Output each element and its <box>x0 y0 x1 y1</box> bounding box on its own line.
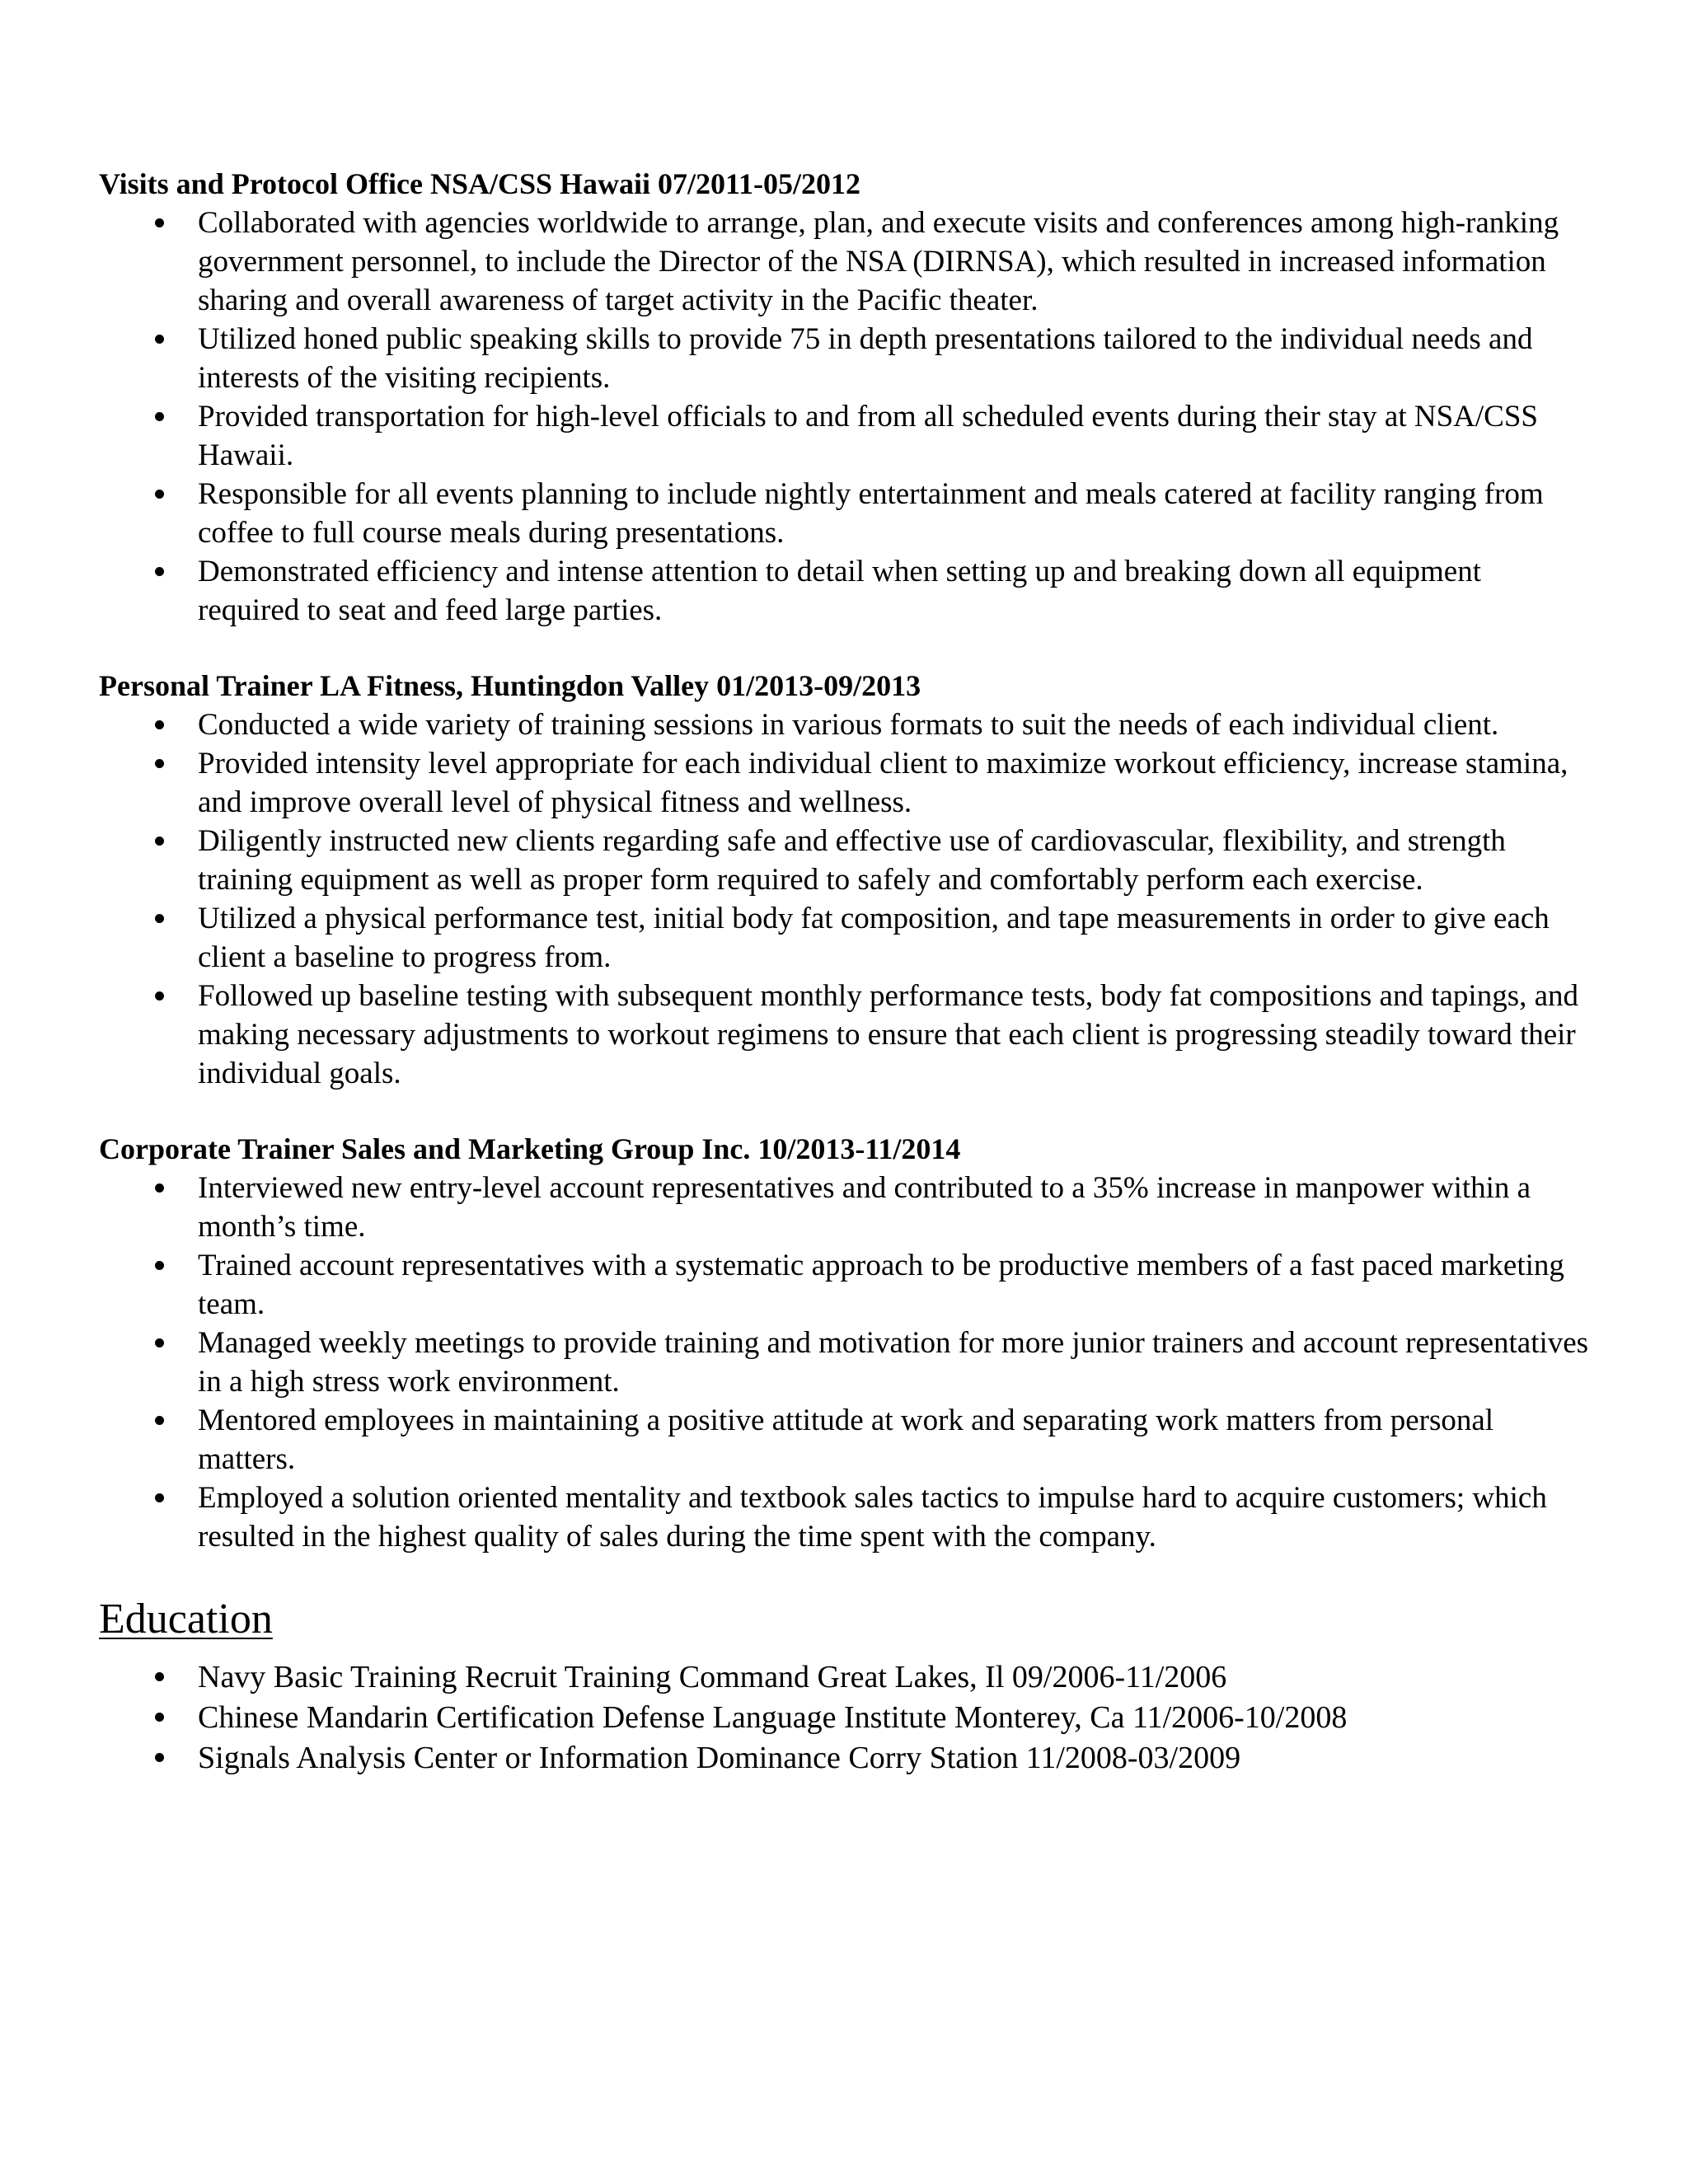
bullet-text: Interviewed new entry-level account representatives and contributed to a 35% increase in manpower within a month’s time. <box>198 1171 1531 1244</box>
bullet-icon <box>155 1338 164 1347</box>
bullet-item <box>99 1246 1589 1324</box>
bullet-item <box>99 320 1589 397</box>
bullet-text: Utilized honed public speaking skills to provide 75 in depth presentations tailored to the individual needs and interests of the visiting recipients. <box>198 322 1533 395</box>
job-bullet-list <box>99 204 1589 630</box>
bullet-icon <box>155 720 164 729</box>
bullet-icon <box>155 490 164 499</box>
bullet-icon <box>155 914 164 923</box>
bullet-text: Demonstrated efficiency and intense attention to detail when setting up and breaking down all equipment required to seat and feed large parties. <box>198 555 1481 627</box>
bullet-text: Utilized a physical performance test, initial body fat composition, and tape measurements in order to give each client a baseline to progress from. <box>198 902 1550 974</box>
bullet-item <box>99 977 1589 1093</box>
bullet-text: Provided transportation for high-level officials to and from all scheduled events during their stay at NSA/CSS Hawaii. <box>198 400 1538 472</box>
job-entry-corporate-trainer <box>99 1130 1589 1556</box>
education-item <box>99 1698 1589 1738</box>
bullet-icon <box>155 1713 164 1722</box>
bullet-icon <box>155 837 164 846</box>
bullet-item <box>99 552 1589 630</box>
bullet-icon <box>155 1753 164 1762</box>
bullet-icon <box>155 1416 164 1425</box>
bullet-item <box>99 1169 1589 1246</box>
job-bullet-list <box>99 705 1589 1093</box>
education-text: Signals Analysis Center or Information Dominance Corry Station 11/2008-03/2009 <box>198 1741 1241 1775</box>
bullet-text: Provided intensity level appropriate for each individual client to maximize workout efficiency, increase stamina, and improve overall level of physical fitness and wellness. <box>198 747 1568 819</box>
education-text: Navy Basic Training Recruit Training Command Great Lakes, Il 09/2006-11/2006 <box>198 1660 1227 1694</box>
bullet-icon <box>155 759 164 768</box>
bullet-icon <box>155 412 164 421</box>
bullet-text: Followed up baseline testing with subsequent monthly performance tests, body fat compositions and tapings, and making necessary adjustments to workout regimens to ensure that each client is progressing steadily toward their individual goals. <box>198 979 1579 1090</box>
bullet-text: Employed a solution oriented mentality and textbook sales tactics to impulse hard to acquire customers; which resulted in the highest quality of sales during the time spent with the company. <box>198 1481 1547 1554</box>
bullet-item <box>99 1324 1589 1401</box>
job-bullet-list <box>99 1169 1589 1556</box>
bullet-text: Trained account representatives with a systematic approach to be productive members of a fast paced marketing team. <box>198 1249 1564 1321</box>
education-item <box>99 1657 1589 1698</box>
education-section <box>99 1593 1589 1779</box>
bullet-icon <box>155 567 164 576</box>
job-entry-personal-trainer <box>99 667 1589 1093</box>
bullet-item <box>99 397 1589 475</box>
job-title: Personal Trainer LA Fitness, Huntingdon Valley 01/2013-09/2013 <box>99 669 921 702</box>
bullet-item <box>99 1401 1589 1479</box>
bullet-icon <box>155 335 164 344</box>
bullet-icon <box>155 1261 164 1270</box>
bullet-item <box>99 475 1589 552</box>
bullet-text: Responsible for all events planning to include nightly entertainment and meals catered at facility ranging from coffee to full course meals during presentations. <box>198 477 1544 550</box>
bullet-text: Diligently instructed new clients regarding safe and effective use of cardiovascular, flexibility, and strength training equipment as well as proper form required to safely and comfortably perform each exercise. <box>198 824 1506 897</box>
education-list <box>99 1657 1589 1779</box>
bullet-item <box>99 744 1589 822</box>
bullet-text: Mentored employees in maintaining a positive attitude at work and separating work matters from personal matters. <box>198 1404 1494 1476</box>
job-title: Corporate Trainer Sales and Marketing Group Inc. 10/2013-11/2014 <box>99 1132 961 1165</box>
job-title: Visits and Protocol Office NSA/CSS Hawaii 07/2011-05/2012 <box>99 167 861 200</box>
bullet-text: Conducted a wide variety of training sessions in various formats to suit the needs of each individual client. <box>198 708 1499 742</box>
education-heading: Education <box>99 1596 273 1643</box>
bullet-item <box>99 822 1589 899</box>
bullet-item <box>99 899 1589 977</box>
bullet-item <box>99 204 1589 320</box>
bullet-text: Collaborated with agencies worldwide to arrange, plan, and execute visits and conferences among high-ranking government personnel, to include the Director of the NSA (DIRNSA), which resulted in increased information sharing and overall awareness of target activity in the Pacific theater. <box>198 206 1559 317</box>
bullet-item <box>99 1479 1589 1556</box>
bullet-icon <box>155 218 164 227</box>
bullet-icon <box>155 991 164 1001</box>
bullet-item <box>99 705 1589 744</box>
bullet-text: Managed weekly meetings to provide training and motivation for more junior trainers and account representatives in a high stress work environment. <box>198 1326 1589 1399</box>
education-item <box>99 1738 1589 1779</box>
bullet-icon <box>155 1183 164 1193</box>
bullet-icon <box>155 1493 164 1502</box>
education-text: Chinese Mandarin Certification Defense Language Institute Monterey, Ca 11/2006-10/2008 <box>198 1700 1348 1735</box>
bullet-icon <box>155 1672 164 1681</box>
job-entry-visits-protocol <box>99 165 1589 630</box>
